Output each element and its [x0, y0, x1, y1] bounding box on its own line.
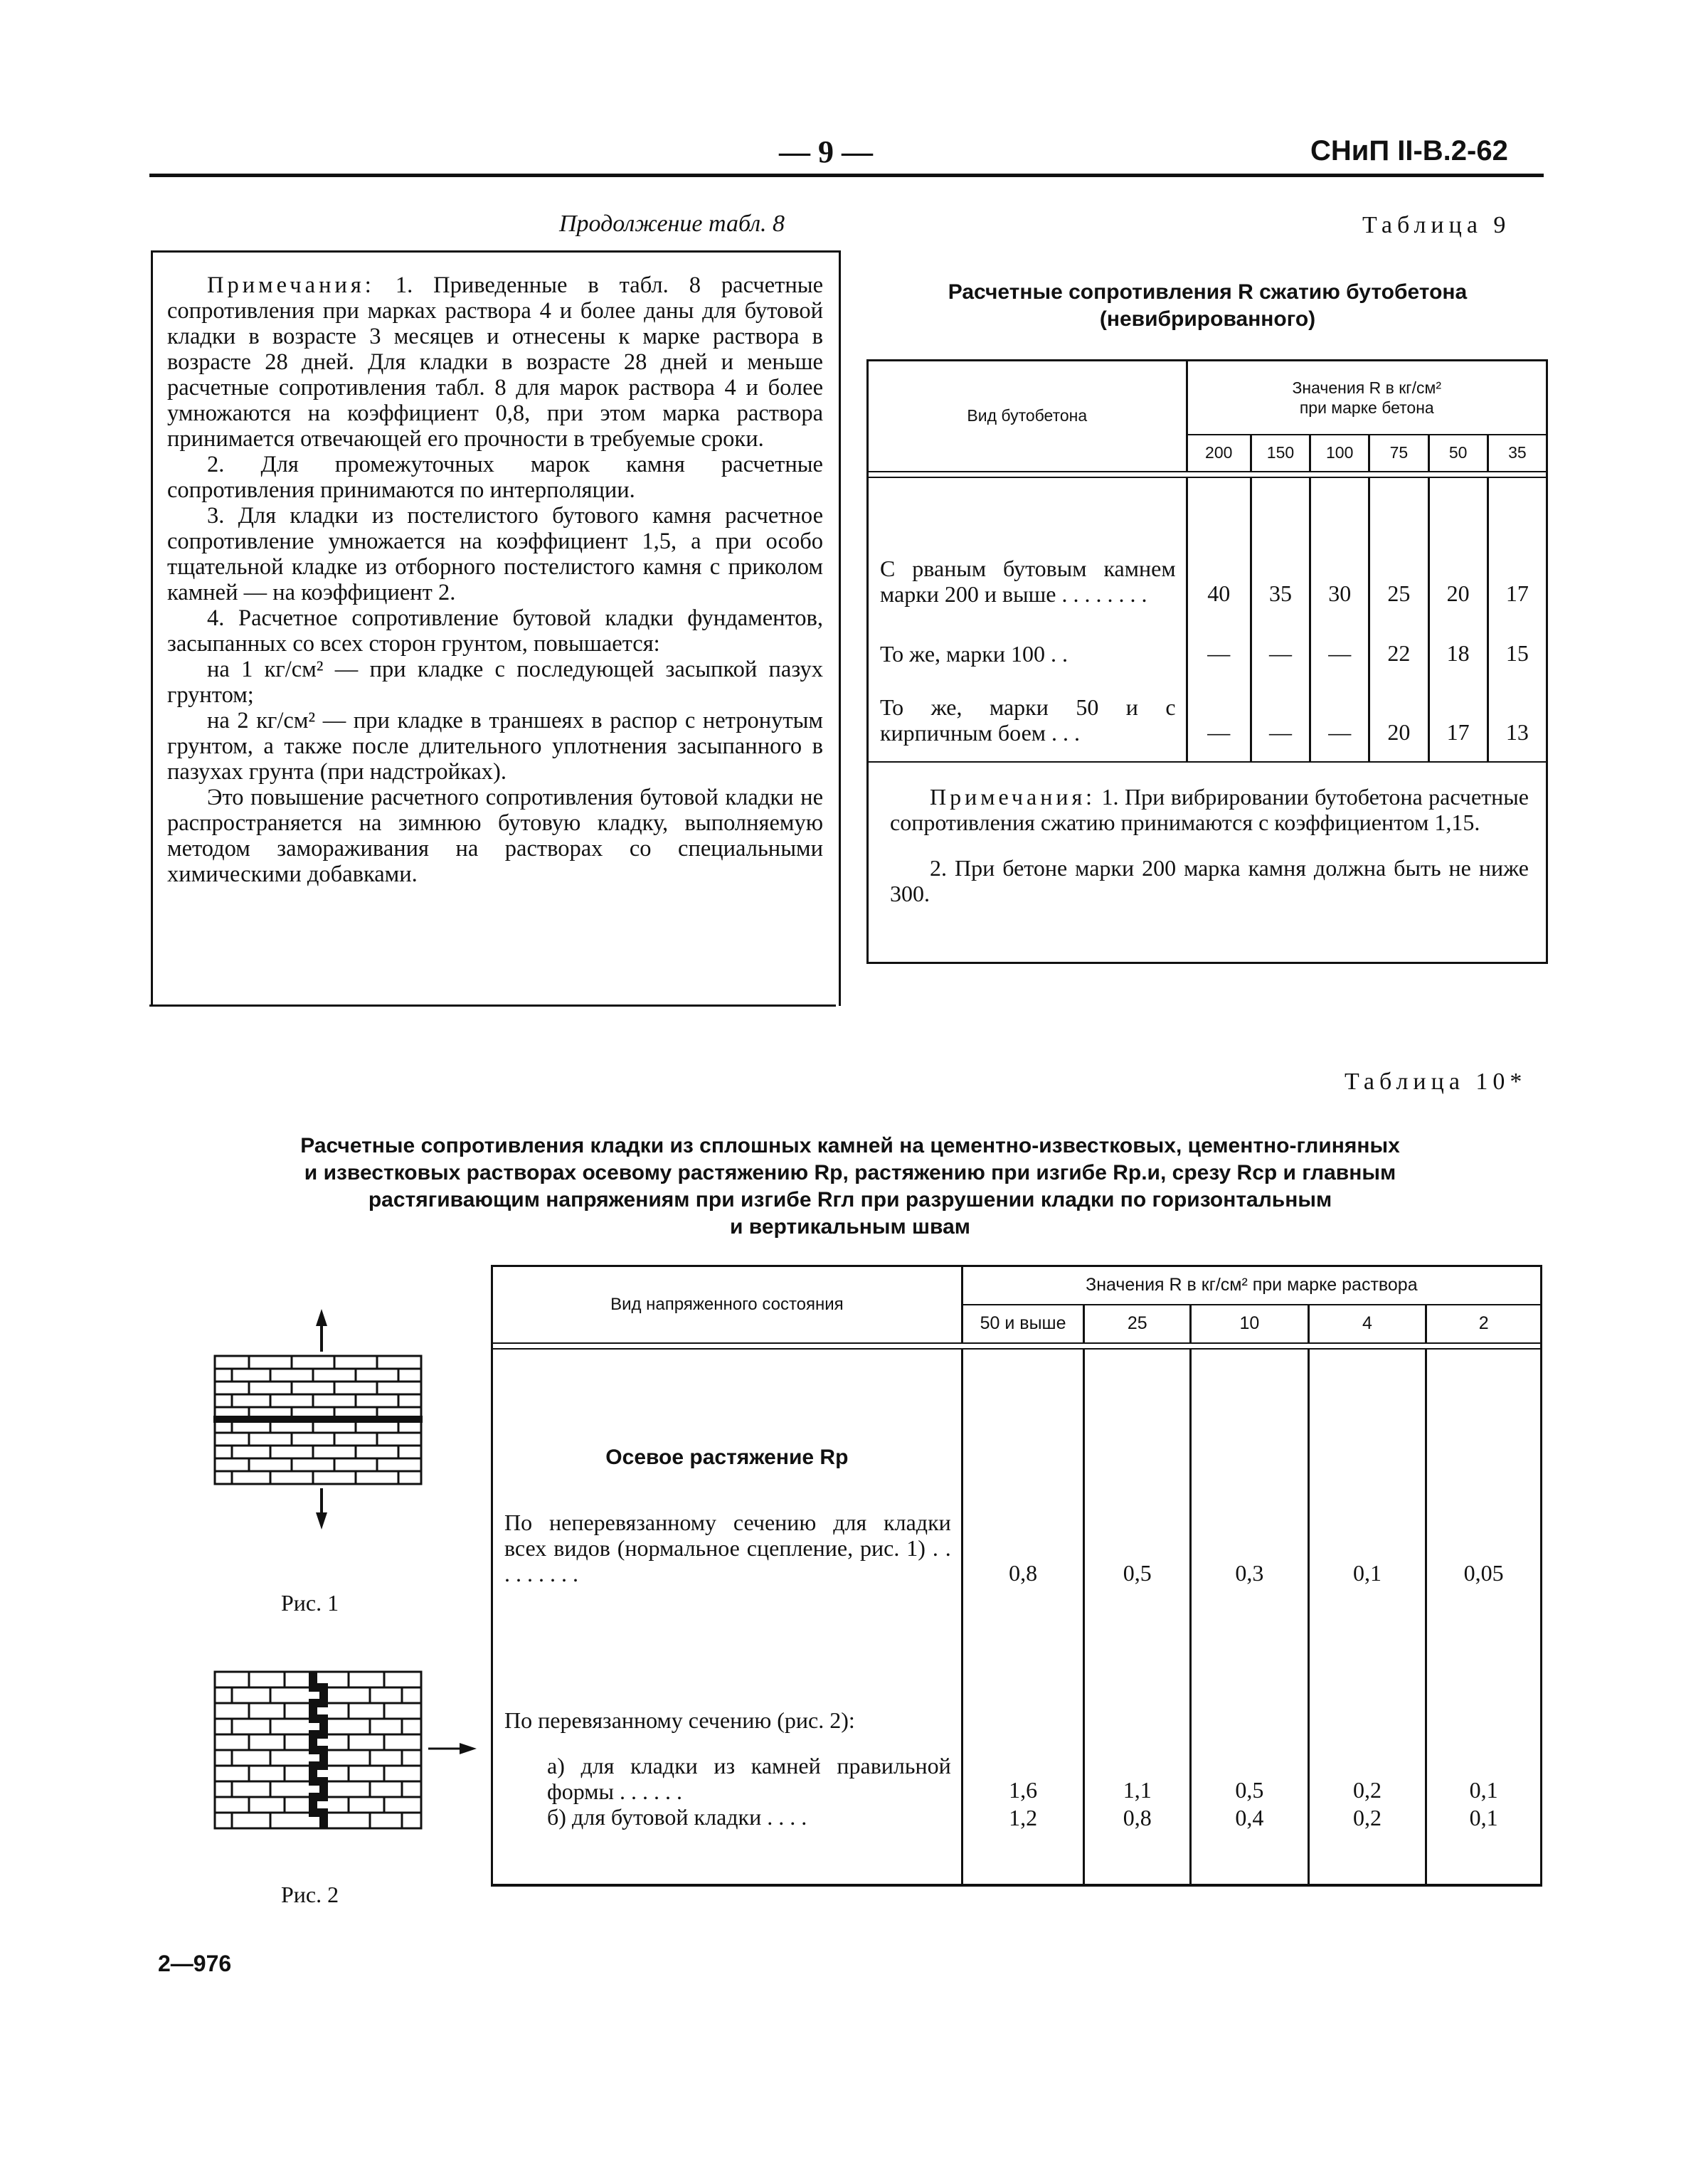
table10-mark: 2	[1426, 1305, 1542, 1343]
table9-notes: Примечания: 1. При вибрировании бутобетона расчетные сопротивления сжатию принимаются с коэффициентом 1,15. 2. При бетоне марки 200 марка камня должна быть не ниже 300.	[868, 762, 1547, 963]
table9-title: Расчетные сопротивления R сжатию бутобетона (невибрированного)	[948, 280, 1468, 331]
table-row: б) для бутовой кладки . . . . 1,2 0,8 0,4 0,2 0,1	[492, 1804, 1542, 1843]
table9-mark: 75	[1369, 435, 1428, 472]
note-4b: на 2 кг/см² — при кладке в траншеях в распор с нетронутым грунтом, а также после длительного уплотнения засыпанного в пазухах грунта (при надстройках).	[167, 708, 823, 785]
table10-mark: 25	[1084, 1305, 1191, 1343]
figure-1-caption: Рис. 1	[281, 1590, 339, 1616]
notes-bottom-rule	[149, 1004, 836, 1007]
table8-notes-box	[151, 250, 841, 1006]
table-row: С рваным бутовым камнем марки 200 и выше . . . . . . . . 40 35 30 25 20 17	[868, 477, 1547, 614]
note-5: Это повышение расчетного сопротивления бутовой кладки не распространяется на зимнюю бутовую кладку, выполняемую методом замораживания на растворах со специальными химическими добавками.	[167, 785, 823, 887]
note-4: 4. Расчетное сопротивление бутовой кладки фундаментов, засыпанных со всех сторон грунтом, повышается:	[167, 605, 823, 657]
table9-caption: Таблица 9	[1362, 212, 1511, 238]
table9-mark: 150	[1251, 435, 1310, 472]
note-1: Примечания: 1. Приведенные в табл. 8 расчетные сопротивления при марках раствора 4 и более даны для бутовой кладки в возрасте 3 месяцев и отнесены к марке раствора в возрасте 28 дней. Для кладки в возрасте 28 дней и меньше расчетные сопротивления табл. 8 для марок раствора 4 и более умножаются на коэффициент 0,8, при этом марка раствора принимается отвечающей его прочности в требуемые сроки.	[167, 272, 824, 452]
note-4a: на 1 кг/см² — при кладке с последующей засыпкой пазух грунтом;	[167, 657, 823, 708]
table9-group-header: Значения R в кг/см² при марке бетона	[1187, 361, 1547, 435]
table10-title: Расчетные сопротивления кладки из сплошных камней на цементно-известковых, цементно-глиняных и известковых растворах осевому растяжению Rр, растяжению при изгибе Rр.и, срезу Rср и главным растягивающим напряжениям при изгибе Rгл при разрушении кладки по горизонтальным и вертикальным швам	[300, 1134, 1400, 1239]
figure-1-masonry-horizontal-crack	[206, 1309, 434, 1579]
table9-mark: 50	[1428, 435, 1488, 472]
document-code: СНиП II-В.2-62	[1310, 135, 1508, 166]
table10-section-title: Осевое растяжение Rр	[492, 1349, 963, 1484]
table-row: По неперевязанному сечению для кладки всех видов (нормальное сцепление, рис. 1) . . . . . . . . . 0,8 0,5 0,3 0,1 0,05	[492, 1484, 1542, 1591]
table10	[491, 1265, 1542, 1887]
table9-mark: 200	[1187, 435, 1251, 472]
printer-signature: 2—976	[158, 1951, 232, 1976]
notes-label: Примечания:	[207, 272, 375, 298]
table10-group-header: Значения R в кг/см² при марке раствора	[962, 1266, 1541, 1305]
header-rule	[149, 174, 1544, 177]
table9-col-header: Вид бутобетона	[868, 361, 1187, 472]
table10-row2-label: По перевязанному сечению (рис. 2):	[492, 1591, 963, 1733]
table-row: То же, марки 50 и с кирпичным боем . . . — — — 20 17 13	[868, 672, 1547, 762]
table8-continuation-label: Продолжение табл. 8	[559, 211, 785, 237]
table-row: а) для кладки из камней правильной формы . . . . . . 1,6 1,1 0,5 0,2 0,1	[492, 1733, 1542, 1804]
figure-2-masonry-vertical-crack	[206, 1665, 519, 1843]
table9-mark: 35	[1488, 435, 1547, 472]
figure-2-caption: Рис. 2	[281, 1882, 339, 1907]
note-3: 3. Для кладки из постелистого бутового камня расчетное сопротивление умножается на коэффициент 1,5, а при особо тщательной кладке из отборного постелистого камня с приколом камней — на коэффициент 2.	[167, 503, 823, 605]
table10-caption: Таблица 10*	[1345, 1069, 1527, 1095]
table9	[866, 359, 1548, 964]
table-row: То же, марки 100 . . — — — 22 18 15	[868, 614, 1547, 672]
table10-mark: 4	[1308, 1305, 1426, 1343]
page-number: — 9 —	[779, 134, 873, 169]
table10-col-header: Вид напряженного состояния	[492, 1266, 963, 1343]
table10-mark: 50 и выше	[962, 1305, 1084, 1343]
table10-mark: 10	[1191, 1305, 1309, 1343]
note-2: 2. Для промежуточных марок камня расчетные сопротивления принимаются по интерполяции.	[167, 452, 823, 503]
table9-mark: 100	[1310, 435, 1369, 472]
